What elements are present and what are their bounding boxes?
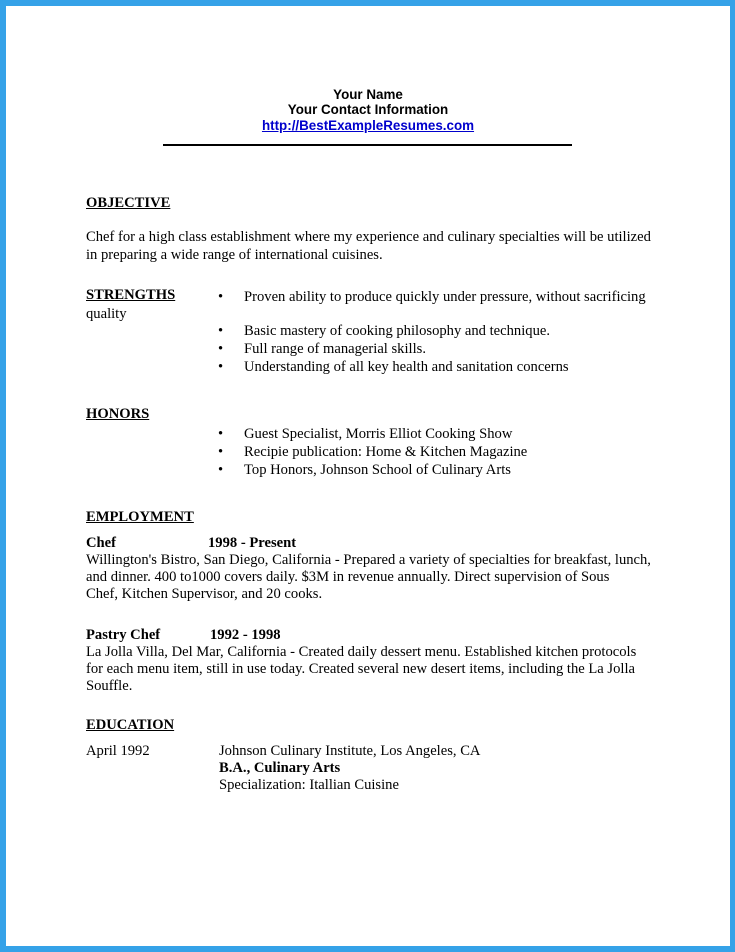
objective-heading: OBJECTIVE (86, 195, 171, 211)
bullet-icon: • (218, 359, 224, 375)
education-heading: EDUCATION (86, 717, 175, 733)
education-specialization: Specialization: Itallian Cuisine (219, 777, 399, 793)
strength-text: Understanding of all key health and sanitation concerns (244, 359, 569, 375)
job-description-line: for each menu item, still in use today. Created several new desert items, including the La Jolla (86, 661, 635, 677)
honor-text: Top Honors, Johnson School of Culinary Arts (244, 462, 511, 478)
honor-text: Guest Specialist, Morris Elliot Cooking Show (244, 426, 513, 442)
honor-text: Recipie publication: Home & Kitchen Magazine (244, 444, 528, 460)
bullet-icon: • (218, 341, 224, 357)
job-description-line: and dinner. 400 to1000 covers daily. $3M in revenue annually. Direct supervision of Sous (86, 569, 610, 585)
job-description-line: La Jolla Villa, Del Mar, California - Created daily dessert menu. Established kitchen protocols (86, 644, 637, 660)
strength-text: Proven ability to produce quickly under pressure, without sacrificing (244, 289, 646, 305)
job-dates: 1998 - Present (208, 535, 297, 551)
strength-text: Basic mastery of cooking philosophy and technique. (244, 323, 550, 339)
contact-information: Your Contact Information (287, 102, 449, 117)
objective-line: in preparing a wide range of international cuisines. (86, 247, 383, 263)
bullet-icon: • (218, 462, 224, 478)
website-link[interactable]: http://BestExampleResumes.com (261, 118, 475, 133)
bullet-icon: • (218, 289, 224, 305)
strengths-heading: STRENGTHS (86, 287, 176, 303)
bullet-icon: • (218, 323, 224, 339)
objective-line: Chef for a high class establishment where my experience and culinary specialties will be utilized (86, 229, 651, 245)
education-date: April 1992 (86, 743, 150, 759)
job-description-line: Souffle. (86, 678, 133, 694)
job-description-line: Chef, Kitchen Supervisor, and 20 cooks. (86, 586, 323, 602)
strength-text: Full range of managerial skills. (244, 341, 426, 357)
education-school: Johnson Culinary Institute, Los Angeles, CA (219, 743, 481, 759)
job-dates: 1992 - 1998 (210, 627, 281, 643)
job-title: Pastry Chef (86, 627, 161, 643)
bullet-icon: • (218, 444, 224, 460)
job-title: Chef (86, 535, 116, 551)
job-description-line: Willington's Bistro, San Diego, California - Prepared a variety of specialties for breakfast, lunch, (86, 552, 651, 568)
education-degree: B.A., Culinary Arts (219, 760, 341, 776)
header-divider (163, 144, 572, 146)
honors-heading: HONORS (86, 406, 150, 422)
resume-name: Your Name (333, 87, 403, 102)
bullet-icon: • (218, 426, 224, 442)
strength-wrap-text: quality (86, 306, 127, 322)
resume-page (6, 6, 730, 946)
employment-heading: EMPLOYMENT (86, 509, 194, 525)
